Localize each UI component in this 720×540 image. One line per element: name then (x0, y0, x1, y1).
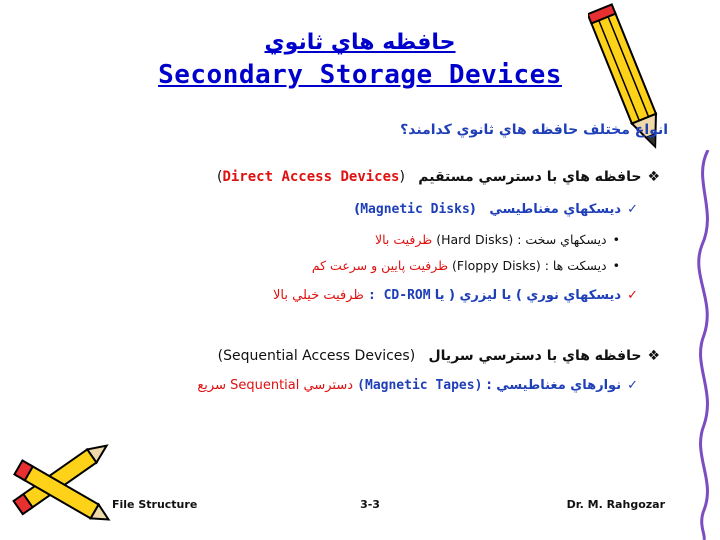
slide-title-persian: حافظه هاي ثانوي (264, 30, 456, 55)
slide-title-english: Secondary Storage Devices (158, 60, 562, 90)
hard-disks-note: ظرفيت بالا (374, 232, 433, 247)
optical-disks-label-en: CD-ROM : (367, 288, 431, 303)
dot-bullet-icon: • (612, 232, 620, 247)
checkmark-icon: ✓ (627, 288, 638, 303)
optical-disks-note: ظرفيت خيلي بالا (273, 288, 364, 303)
magnetic-tapes-label-fa: نوارهاي مغناطيسي : (486, 378, 622, 393)
direct-access-label-en: Direct Access Devices (222, 169, 400, 185)
direct-access-label-fa: حافظه هاي با دسترسي مستقيم (418, 169, 642, 185)
footer-author: Dr. M. Rahgozar (566, 498, 665, 511)
checkmark-icon: ✓ (627, 378, 638, 393)
magnetic-tapes-note-en: Sequential (230, 378, 300, 393)
hard-disks-item: •ديسكهاي سخت : (Hard Disks) ظرفيت بالا (374, 232, 620, 247)
floppy-disks-item: •ديسكت ها : (Floppy Disks) ظرفيت پايين و سرعت كم (311, 258, 620, 273)
magnetic-tapes-label-en: (Magnetic Tapes) (357, 378, 483, 393)
sequential-access-item: ❖حافظه هاي با دسترسي سريال (Sequential Access Devices) (217, 348, 660, 364)
dot-bullet-icon: • (612, 258, 620, 273)
optical-disks-item (273, 288, 638, 303)
checkmark-icon: ✓ (627, 202, 638, 217)
magnetic-disks-label-fa: ديسكهاي مغناطيسي (489, 202, 622, 217)
hard-disks-label-fa: ديسكهاي سخت : (517, 232, 607, 247)
question-heading: انواع مختلف حافظه هاي ثانوي كدامند؟ (400, 122, 668, 138)
floppy-disks-label-fa: ديسكت ها : (544, 258, 607, 273)
footer-course-name: File Structure (112, 498, 198, 511)
pencils-bottom-left-icon (2, 428, 122, 538)
magnetic-disks-label-en: Magnetic Disks (360, 202, 470, 217)
footer-slide-number: 3-3 (360, 498, 380, 511)
magnetic-disks-item: ✓ديسكهاي مغناطيسي (Magnetic Disks) (354, 202, 638, 217)
magnetic-tapes-note-b: سريع (197, 378, 226, 393)
hard-disks-label-en: Hard Disks (441, 232, 509, 247)
diamond-bullet-icon: ❖ (647, 348, 660, 364)
magnetic-tapes-note-a: دسترسي (303, 378, 354, 393)
diamond-bullet-icon: ❖ (647, 169, 660, 185)
magnetic-tapes-item (197, 378, 638, 393)
sequential-access-label-en: Sequential Access Devices (223, 348, 410, 364)
floppy-disks-label-en: Floppy Disks (456, 258, 536, 273)
wavy-border-right (690, 150, 720, 540)
optical-disks-label-fa: ديسكهاي نوري ) يا ليزري ( يا (434, 288, 622, 303)
direct-access-item: ❖حافظه هاي با دسترسي مستقيم (Direct Access Devices) (216, 169, 660, 185)
sequential-access-label-fa: حافظه هاي با دسترسي سريال (428, 348, 642, 364)
floppy-disks-note: ظرفيت پايين و سرعت كم (311, 258, 449, 273)
